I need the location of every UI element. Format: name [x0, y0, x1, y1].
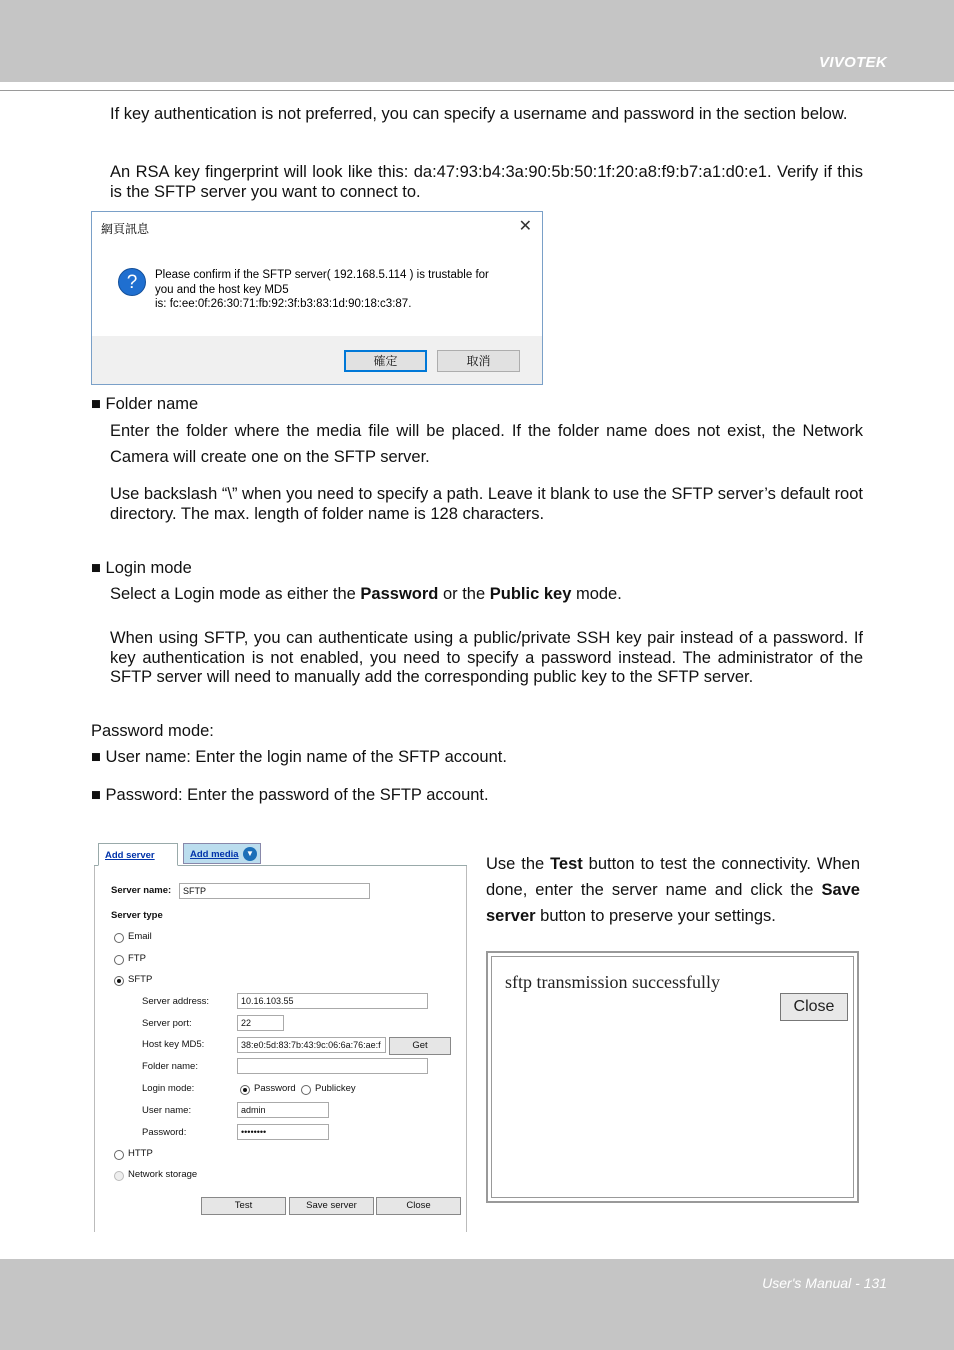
radio-http-label: HTTP — [128, 1148, 153, 1159]
test-instructions — [486, 851, 860, 929]
folder-name-input[interactable] — [237, 1058, 428, 1074]
chevron-down-icon[interactable]: ▼ — [243, 847, 257, 861]
radio-ftp-label: FTP — [128, 953, 146, 964]
radio-network-storage — [114, 1171, 124, 1181]
tab-add-media[interactable] — [183, 843, 261, 864]
radio-login-password-label: Password — [254, 1083, 296, 1094]
text-run: or the — [438, 585, 490, 603]
popup-inner-frame — [491, 956, 854, 1198]
password-label: Password: — [142, 1127, 187, 1138]
server-address-label: Server address: — [142, 996, 210, 1007]
paragraph-key-auth: If key authentication is not preferred, you can specify a username and password in the section below. — [110, 105, 848, 123]
login-paragraph-2: When using SFTP, you can authenticate using a public/private SSH key pair instead of a password. If key authentication is not enabled, you need to specify a password instead. The administrator of the SFTP server will need to manually add the corresponding public key to the SFTP server. — [110, 629, 863, 686]
bold-save-server: Save server — [486, 881, 860, 925]
login-mode-heading: ■ Login mode — [91, 559, 192, 577]
cancel-button[interactable]: 取消 — [437, 350, 520, 372]
radio-sftp[interactable] — [114, 976, 124, 986]
folder-paragraph-2: Use backslash “\” when you need to specify a path. Leave it blank to use the SFTP server’s default root directory. The max. length of folder name is 128 characters. — [110, 485, 863, 523]
bold-password: Password — [360, 585, 439, 603]
server-port-input[interactable]: 22 — [237, 1015, 284, 1031]
text-run: mode. — [571, 585, 622, 603]
radio-email[interactable] — [114, 933, 124, 943]
user-name-bullet: ■ User name: Enter the login name of the SFTP account. — [91, 748, 507, 766]
server-address-input[interactable]: 10.16.103.55 — [237, 993, 428, 1009]
server-type-label: Server type — [111, 910, 163, 921]
dialog-message-line: you and the host key MD5 — [155, 283, 289, 296]
confirm-dialog — [91, 211, 543, 385]
folder-name-label: Folder name: — [142, 1061, 198, 1072]
dialog-footer — [92, 336, 542, 384]
save-server-button[interactable]: Save server — [289, 1197, 374, 1215]
header-divider — [0, 90, 954, 91]
paragraph-fingerprint: An RSA key fingerprint will look like this: da:47:93:b4:3a:90:5b:50:1f:20:a8:f9:b7:a1:d0:e1. Verify if this is the SFTP server you want to connect to. — [110, 163, 863, 201]
radio-login-publickey[interactable] — [301, 1085, 311, 1095]
text-run: button to test the connectivity. When done, enter the server name and click the — [486, 855, 860, 899]
user-name-label: User name: — [142, 1105, 192, 1116]
page-number: User's Manual - 131 — [762, 1275, 887, 1291]
result-popup — [486, 951, 859, 1203]
password-mode-label: Password mode: — [91, 722, 214, 740]
server-port-label: Server port: — [142, 1018, 192, 1029]
radio-sftp-label: SFTP — [128, 974, 153, 985]
folder-paragraph-1: Enter the folder where the media file will be placed. If the folder name does not exist, the Network Camera will create one on the SFTP server. — [110, 422, 863, 466]
login-mode-label: Login mode: — [142, 1083, 195, 1094]
host-key-input[interactable]: 38:e0:5d:83:7b:43:9c:06:6a:76:ae:f — [237, 1037, 386, 1053]
radio-login-password[interactable] — [240, 1085, 250, 1095]
login-paragraph-1 — [110, 585, 863, 605]
password-bullet: ■ Password: Enter the password of the SFTP account. — [91, 786, 489, 804]
dialog-message-line: Please confirm if the SFTP server( 192.168.5.114 ) is trustable for — [155, 269, 489, 281]
radio-network-storage-label: Network storage — [128, 1169, 198, 1180]
bold-test: Test — [550, 855, 583, 873]
dialog-title: 網頁訊息 — [101, 222, 150, 236]
question-icon: ? — [118, 268, 146, 296]
tab-add-server[interactable]: Add server — [98, 843, 178, 866]
host-key-label: Host key MD5: — [142, 1039, 205, 1050]
folder-name-heading: ■ Folder name — [91, 395, 199, 413]
get-button[interactable]: Get — [389, 1037, 451, 1055]
close-button[interactable]: Close — [376, 1197, 461, 1215]
server-name-label: Server name: — [111, 885, 172, 896]
page-header — [0, 0, 954, 82]
brand-logo: VIVOTEK — [819, 54, 887, 71]
popup-close-button[interactable]: Close — [780, 993, 848, 1021]
radio-login-publickey-label: Publickey — [315, 1083, 356, 1094]
bold-public-key: Public key — [489, 585, 572, 603]
radio-ftp[interactable] — [114, 955, 124, 965]
server-name-input[interactable]: SFTP — [179, 883, 370, 899]
password-input[interactable]: •••••••• — [237, 1124, 329, 1140]
popup-message: sftp transmission successfully — [505, 972, 720, 992]
user-name-input[interactable]: admin — [237, 1102, 329, 1118]
text-run: Select a Login mode as either the — [110, 585, 361, 603]
dialog-message — [155, 268, 525, 312]
tab-add-media-label: Add media — [190, 849, 239, 860]
test-button[interactable]: Test — [201, 1197, 286, 1215]
page-footer — [0, 1259, 954, 1350]
server-settings-form — [94, 842, 467, 1232]
text-run: button to preserve your settings. — [535, 907, 776, 925]
radio-email-label: Email — [128, 931, 152, 942]
ok-button[interactable]: 確定 — [344, 350, 427, 372]
radio-http[interactable] — [114, 1150, 124, 1160]
dialog-message-line: is: fc:ee:0f:26:30:71:fb:92:3f:b3:83:1d:90:18:c3:87. — [155, 298, 412, 310]
close-icon[interactable]: ✕ — [518, 218, 532, 235]
text-run: Use the — [486, 855, 551, 873]
